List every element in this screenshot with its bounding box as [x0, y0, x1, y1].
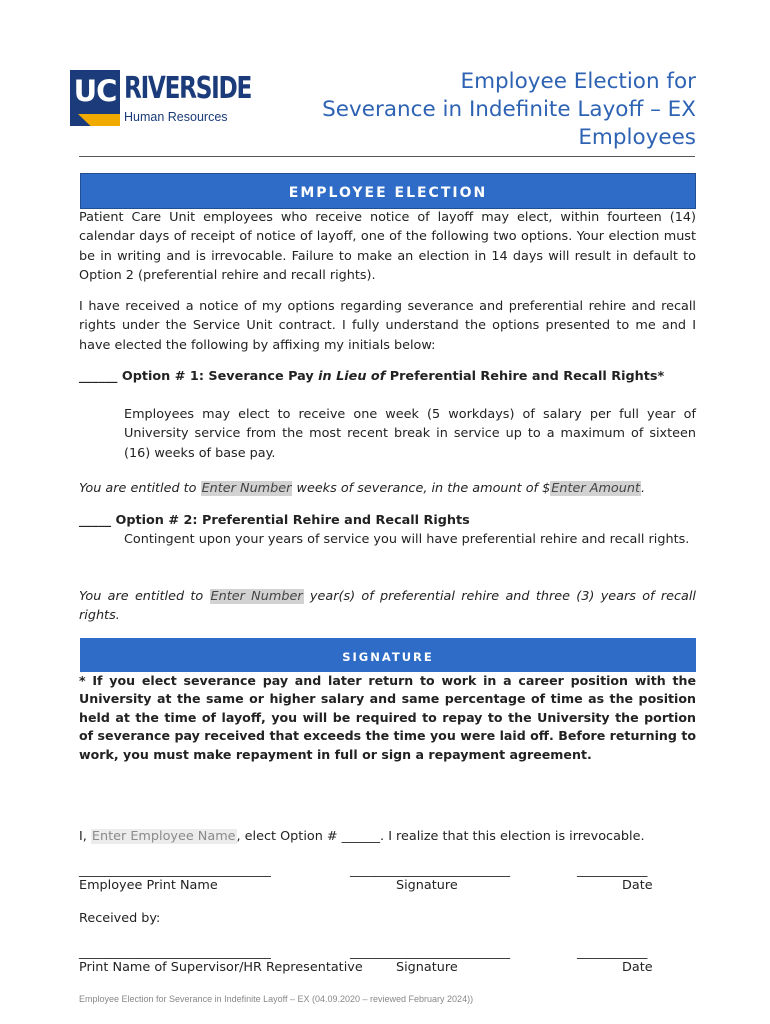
ucr-hr-logo — [70, 70, 255, 130]
option-1-initials-blank[interactable]: ______ — [79, 369, 118, 384]
option-1-entitled-c: . — [641, 481, 646, 496]
logo-human-resources: Human Resources — [124, 110, 228, 124]
title-divider — [79, 156, 695, 157]
section-header-signature: SIGNATURE — [80, 638, 696, 672]
option-1-entitled-b: weeks of severance, in the amount of $ — [292, 481, 551, 496]
option-2-body: Contingent upon your years of service you will have preferential rehire and recall rights. — [124, 532, 690, 547]
employee-name-field[interactable]: Enter Employee Name — [91, 829, 236, 844]
title-line-1: Employee Election for — [460, 69, 696, 94]
employee-date-line[interactable]: ___________ — [577, 863, 648, 878]
weeks-number-field[interactable]: Enter Number — [201, 481, 292, 496]
option-1-entitled-a: You are entitled to — [79, 481, 201, 496]
page-title — [266, 68, 696, 152]
supervisor-signature-label: Signature — [396, 960, 458, 975]
amount-field[interactable]: Enter Amount — [551, 481, 640, 496]
supervisor-date-label: Date — [622, 960, 653, 975]
elect-a: I, — [79, 829, 91, 844]
title-line-3: Employees — [578, 125, 696, 150]
logo-uc-mark: UC — [70, 70, 120, 126]
option-1-body: Employees may elect to receive one week (5 workdays) of salary per full year of University service from the most recent break in service up to a maximum of sixteen (16) weeks of base pay. — [124, 407, 696, 461]
option-1-head-italic: in Lieu of — [318, 369, 386, 384]
section-header-employee-election: EMPLOYEE ELECTION — [80, 173, 696, 209]
page-footer: Employee Election for Severance in Indefinite Layoff – EX (04.09.2020 – reviewed February 2024)) — [79, 994, 474, 1004]
title-line-2: Severance in Indefinite Layoff – EX — [322, 97, 696, 122]
supervisor-print-name-line[interactable]: ______________________________ — [79, 945, 271, 960]
years-number-field[interactable]: Enter Number — [210, 589, 303, 604]
option-2-initials-blank[interactable]: _____ — [79, 513, 111, 528]
logo-riverside-wordmark: RIVERSIDE — [124, 71, 252, 106]
supervisor-date-line[interactable]: ___________ — [577, 945, 648, 960]
received-by-label: Received by: — [79, 911, 161, 926]
option-1-heading — [79, 367, 696, 386]
employee-date-label: Date — [622, 878, 653, 893]
employee-signature-line[interactable]: _________________________ — [350, 863, 510, 878]
elect-b: , elect Option # ______. I realize that this election is irrevocable. — [236, 829, 645, 844]
option-2-entitled-a: You are entitled to — [79, 589, 210, 604]
supervisor-print-name-label: Print Name of Supervisor/HR Representative — [79, 960, 363, 975]
option-1-head-a: Option # 1: Severance Pay — [117, 369, 319, 384]
supervisor-signature-line[interactable]: _________________________ — [350, 945, 510, 960]
employee-print-name-label: Employee Print Name — [79, 878, 218, 893]
option-1-entitlement — [79, 479, 696, 498]
repayment-note: * If you elect severance pay and later return to work in a career position with the University at the same or higher salary and same percentage of time as the position held at the time of layoff, you will be required to repay to the University the portion of severance pay received that exceeds the time you were laid off. Before returning to work, you must make repayment in full or sign a repayment agreement. — [79, 673, 696, 762]
option-2-heading — [79, 511, 696, 530]
employee-signature-label: Signature — [396, 878, 458, 893]
option-1-head-b: Preferential Rehire and Recall Rights* — [385, 369, 665, 384]
election-statement — [79, 827, 696, 846]
option-2-head: Option # 2: Preferential Rehire and Recall Rights — [111, 513, 470, 528]
option-2-entitled-b: year(s) of preferential rehire and three (3) years of recall rights. — [79, 589, 696, 624]
option-2-entitlement — [79, 587, 696, 626]
intro-paragraph: Patient Care Unit employees who receive notice of layoff may elect, within fourteen (14) calendar days of receipt of notice of layoff, one of the following two options. Your election must be in writing and is irrevocable. Failure to make an election in 14 days will result in default to Option 2 (preferential rehire and recall rights). — [79, 210, 696, 283]
employee-print-name-line[interactable]: ______________________________ — [79, 863, 271, 878]
acknowledgement-paragraph: I have received a notice of my options regarding severance and preferential rehire and recall rights under the Service Unit contract. I fully understand the options presented to me and I have elected the following by affixing my initials below: — [79, 299, 696, 353]
